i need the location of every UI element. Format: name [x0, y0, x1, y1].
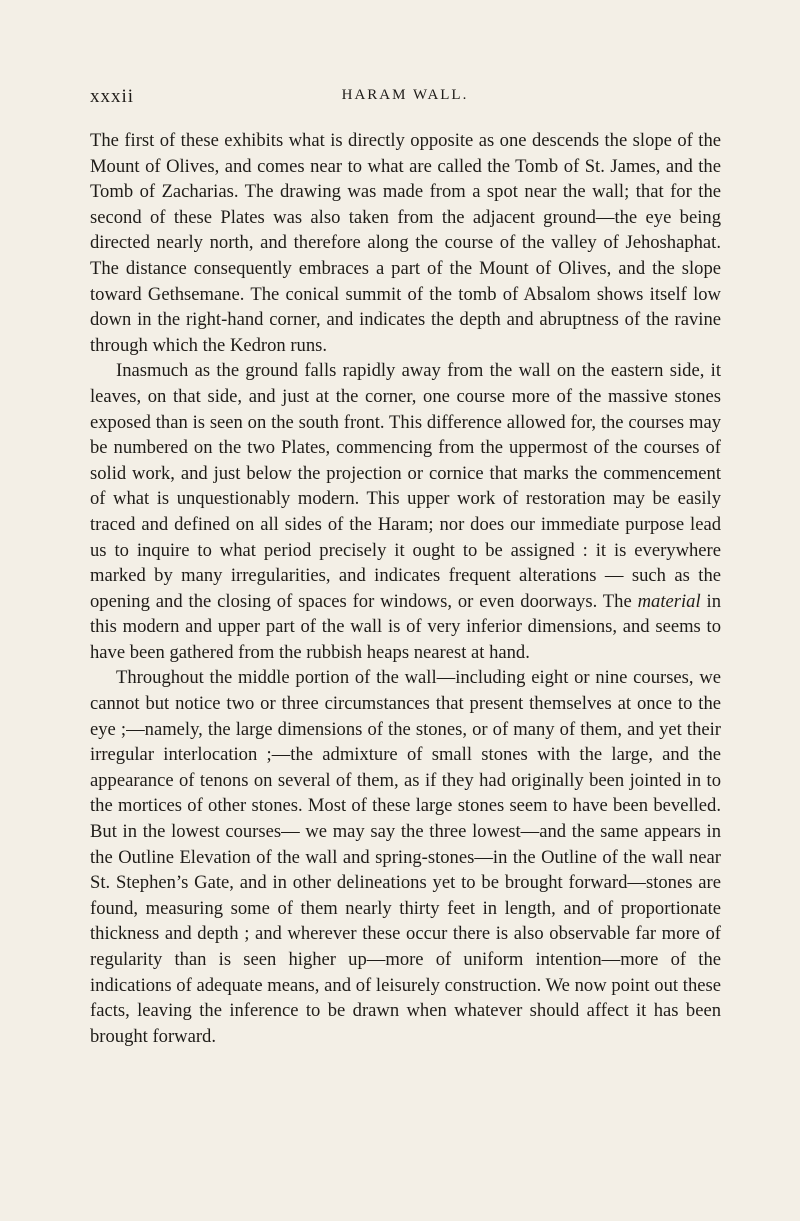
paragraph-2: [90, 358, 721, 665]
running-title: HARAM WALL.: [341, 87, 469, 103]
running-head: [90, 86, 720, 110]
paragraph-2-tail: in this modern and upper part of the wall is of very inferior dimensions, and seems to have been gathered from the rubbish heaps nearest at hand.: [90, 590, 721, 663]
body-text: [90, 128, 721, 1049]
paragraph-1: The first of these exhibits what is directly opposite as one descends the slope of the Mount of Olives, and comes near to what are called the Tomb of St. James, and the Tomb of Zacharias. The drawing was made from a spot near the wall; that for the second of these Plates was also taken from the adjacent ground—the eye being directed nearly north, and therefore along the course of the valley of Jehoshaphat. The distance consequently embraces a part of the Mount of Olives, and the slope toward Gethsemane. The conical summit of the tomb of Absalom shows itself low down in the right-hand corner, and indicates the depth and abruptness of the ravine through which the Kedron runs.: [90, 130, 721, 356]
paragraph-2-italic-word: material: [637, 590, 701, 612]
paragraph-3: Throughout the middle portion of the wall—including eight or nine courses, we cannot but notice two or three circumstances that present themselves at once to the eye ;—namely, the large dimensions of the stones, or of many of them, and yet their irregular interlocation ;—the admixture of small stones with the large, and the appearance of tenons on several of them, as if they had originally been jointed in to the mortices of other stones. Most of these large stones seem to have been bevelled. But in the lowest courses— we may say the three lowest—and the same appears in the Outline Elevation of the wall and spring-stones—in the Outline of the wall near St. Stephen’s Gate, and in other delineations yet to be brought forward—stones are found, measuring some of them nearly thirty feet in length, and of proportionate thickness and depth ; and wherever these occur there is also observable far more of regularity than is seen higher up—more of uniform intention—more of the indications of adequate means, and of leisurely construction. We now point out these facts, leaving the inference to be drawn when whatever should affect it has been brought forward.: [90, 667, 721, 1047]
paragraph-2-lead: Inasmuch as the ground falls rapidly away from the wall on the eastern side, it leaves, on that side, and just at the corner, one course more of the massive stones exposed than is seen on the south front. This difference allowed for, the courses may be numbered on the two Plates, commencing from the uppermost of the courses of solid work, and just below the projection or cornice that marks the commencement of what is unquestionably modern. This upper work of restoration may be easily traced and defined on all sides of the Haram; nor does our immediate purpose lead us to inquire to what period precisely it ought to be assigned : it is everywhere marked by many irregularities, and indicates frequent alterations — such as the opening and the closing of spaces for windows, or even doorways. The: [90, 360, 721, 612]
page-number: xxxii: [90, 86, 135, 107]
